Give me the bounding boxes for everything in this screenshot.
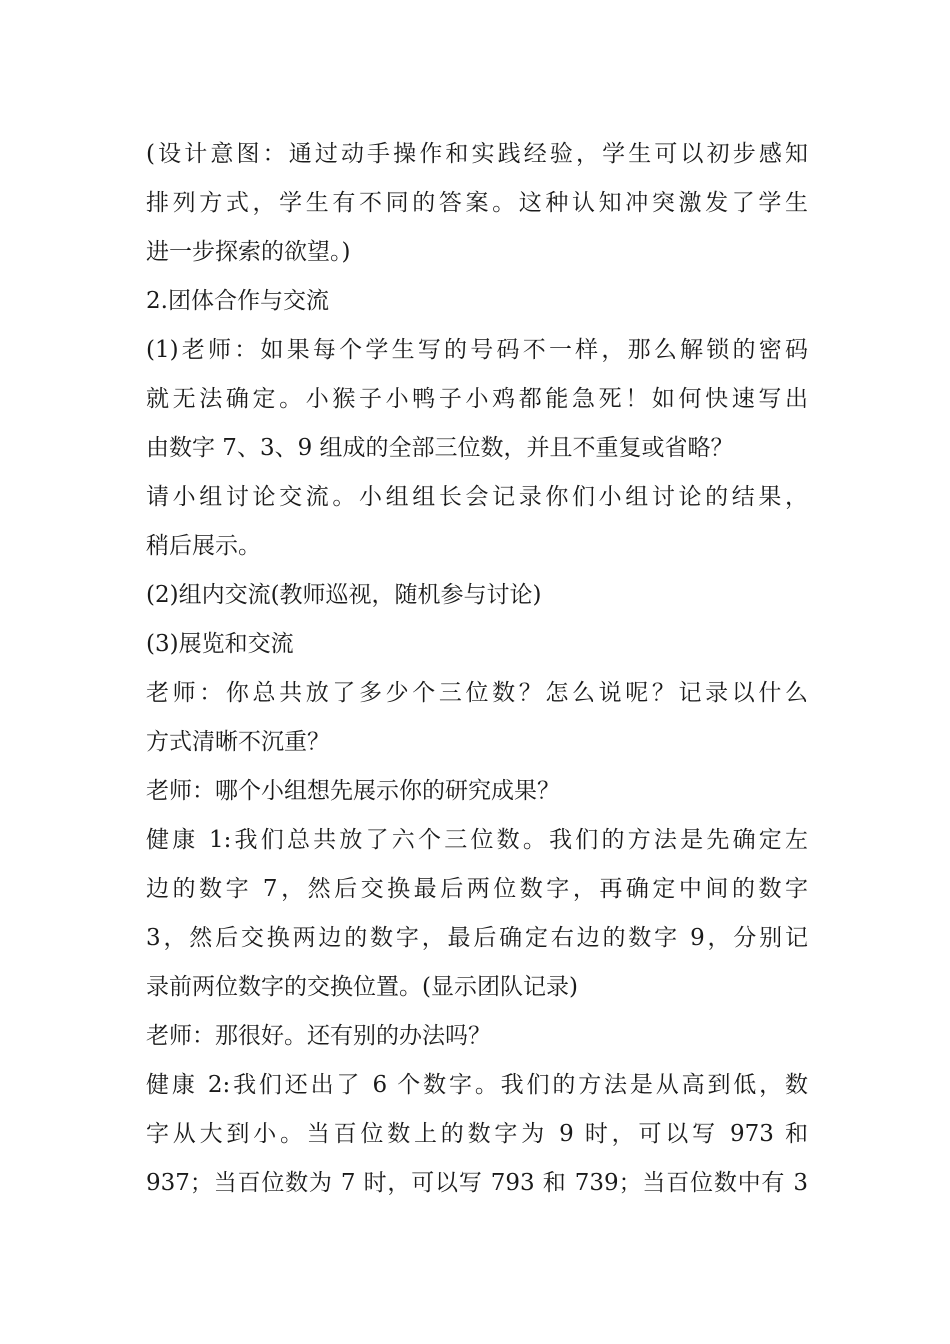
text-line: 字从大到小。当百位数上的数字为 9 时，可以写 973 和: [146, 1121, 808, 1147]
text-line: 稍后展示。: [146, 533, 261, 559]
text-line: 老师：哪个小组想先展示你的研究成果？: [146, 778, 560, 804]
text-line: 边的数字 7，然后交换最后两位数字，再确定中间的数字: [146, 876, 808, 902]
text-line: 937；当百位数为 7 时，可以写 793 和 739；当百位数中有 3: [146, 1170, 808, 1196]
text-line: 3，然后交换两边的数字，最后确定右边的数字 9，分别记: [146, 925, 808, 951]
text-line: 老师：你总共放了多少个三位数？怎么说呢？记录以什么: [146, 680, 808, 706]
text-line: 进一步探索的欲望。): [146, 239, 351, 265]
text-line: 就无法确定。小猴子小鸭子小鸡都能急死！如何快速写出: [146, 386, 808, 412]
text-line: 健康 2:我们还出了 6 个数字。我们的方法是从高到低，数: [146, 1072, 808, 1098]
text-line: 健康 1:我们总共放了六个三位数。我们的方法是先确定左: [146, 827, 808, 853]
text-line: (设计意图：通过动手操作和实践经验，学生可以初步感知: [146, 141, 808, 167]
section-heading: 2.团体合作与交流: [146, 288, 329, 314]
text-line: 老师：那很好。还有别的办法吗？: [146, 1023, 491, 1049]
text-line: (2)组内交流(教师巡视，随机参与讨论): [146, 582, 542, 608]
text-line: 方式清晰不沉重？: [146, 729, 330, 755]
text-line: 录前两位数字的交换位置。(显示团队记录): [146, 974, 578, 1000]
text-line: (3)展览和交流: [146, 631, 294, 657]
text-line: 排列方式，学生有不同的答案。这种认知冲突激发了学生: [146, 190, 808, 216]
text-line: 由数字 7、3、9 组成的全部三位数，并且不重复或省略？: [146, 435, 734, 461]
text-line: (1)老师：如果每个学生写的号码不一样，那么解锁的密码: [146, 337, 808, 363]
document-body: [146, 130, 808, 1208]
text-line: 请小组讨论交流。小组组长会记录你们小组讨论的结果，: [146, 484, 808, 510]
